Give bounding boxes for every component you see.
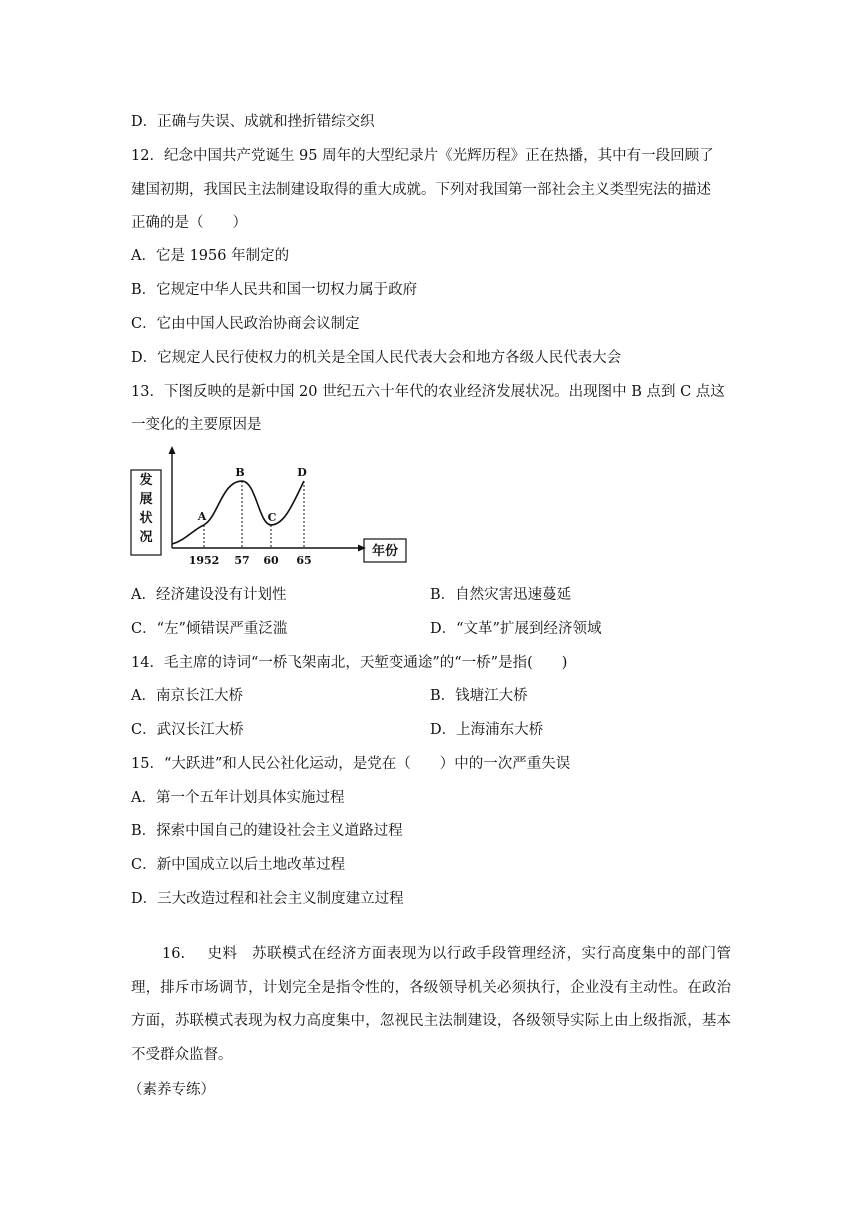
q13-stem-line-2: 一变化的主要原因是	[131, 417, 262, 433]
point-label-b: B	[235, 466, 245, 480]
chart-axes	[169, 446, 367, 552]
q13-option-a: A．经济建设没有计划性	[131, 587, 287, 603]
q14-option-c: C．武汉长江大桥	[131, 722, 244, 738]
q14-stem: 14．毛主席的诗词“一桥飞架南北，天堑变通途”的“一桥”是指( )	[131, 655, 568, 671]
q16-passage	[131, 938, 731, 1072]
q14-option-a: A．南京长江大桥	[131, 688, 243, 704]
point-label-c: C	[267, 510, 277, 524]
y-axis-label-char: 况	[139, 530, 153, 545]
q14-option-b: B．钱塘江大桥	[430, 688, 528, 704]
q12-stem-line-3: 正确的是（ ）	[131, 215, 247, 231]
point-label-d: D	[297, 466, 307, 480]
q12-option-b: B．它规定中华人民共和国一切权力属于政府	[131, 282, 418, 298]
q12-option-a: A．它是 1956 年制定的	[131, 248, 290, 264]
q15-option-d: D．三大改造过程和社会主义制度建立过程	[131, 891, 404, 907]
q12-option-d: D．它规定人民行使权力的机关是全国人民代表大会和地方各级人民代表大会	[131, 350, 622, 366]
q15-option-c: C．新中国成立以后土地改革过程	[131, 857, 346, 873]
y-axis-label-char: 展	[139, 492, 153, 507]
point-label-a: A	[197, 509, 207, 523]
q14-option-d: D．上海浦东大桥	[430, 722, 544, 738]
x-tick-labels	[189, 554, 312, 567]
q16-footer: （素养专练）	[128, 1082, 215, 1098]
x-tick-label: 65	[296, 554, 312, 567]
x-axis-label-box	[364, 539, 406, 562]
q12-stem-line-2: 建国初期，我国民主法制建设取得的重大成就。下列对我国第一部社会主义类型宪法的描述	[131, 182, 711, 198]
q16-number: 16.	[162, 946, 186, 962]
q16-text: 苏联模式在经济方面表现为以行政手段管理经济，实行高度集中的部门管理，排斥市场调节，计划完全是指令性的，各级领导机关必须执行，企业没有主动性。在政治方面，苏联模式表现为权力高度集中，忽视民主法制建设，各级领导实际上由上级指派，基本不受群众监督。	[131, 946, 731, 1063]
x-axis-label: 年份	[371, 544, 399, 559]
x-axis-arrow	[358, 545, 366, 552]
q13-option-c: C．“左”倾错误严重泛滥	[131, 621, 288, 637]
x-tick-label: 1952	[188, 554, 220, 567]
development-curve	[172, 481, 304, 544]
q15-option-b: B．探索中国自己的建设社会主义道路过程	[131, 823, 403, 839]
q12-stem-line-1: 12．纪念中国共产党诞生 95 周年的大型纪录片《光辉历程》正在热播，其中有一段回顾了	[131, 148, 714, 164]
curve-line	[172, 481, 304, 544]
x-tick-label: 60	[263, 554, 279, 567]
y-axis-arrow	[169, 446, 176, 454]
x-tick-label: 57	[234, 554, 250, 567]
y-axis-label-box	[131, 470, 161, 555]
q16-label: 史料	[207, 946, 238, 962]
y-axis-label-char: 状	[139, 511, 153, 526]
q13-stem-line-1: 13．下图反映的是新中国 20 世纪五六十年代的农业经济发展状况。出现图中 B 点到 C 点这	[131, 384, 725, 400]
q12-option-c: C．它由中国人民政治协商会议制定	[131, 316, 360, 332]
q15-stem: 15．“大跃进”和人民公社化运动，是党在（ ）中的一次严重失误	[131, 756, 571, 772]
q11-option-d: D．正确与失误、成就和挫折错综交织	[131, 114, 375, 130]
y-axis-label-char: 发	[139, 473, 153, 488]
q13-option-d: D．“文革”扩展到经济领域	[430, 621, 602, 637]
q15-option-a: A．第一个五年计划具体实施过程	[131, 790, 345, 806]
agriculture-development-chart	[128, 446, 410, 570]
q13-option-b: B．自然灾害迅速蔓延	[430, 587, 572, 603]
